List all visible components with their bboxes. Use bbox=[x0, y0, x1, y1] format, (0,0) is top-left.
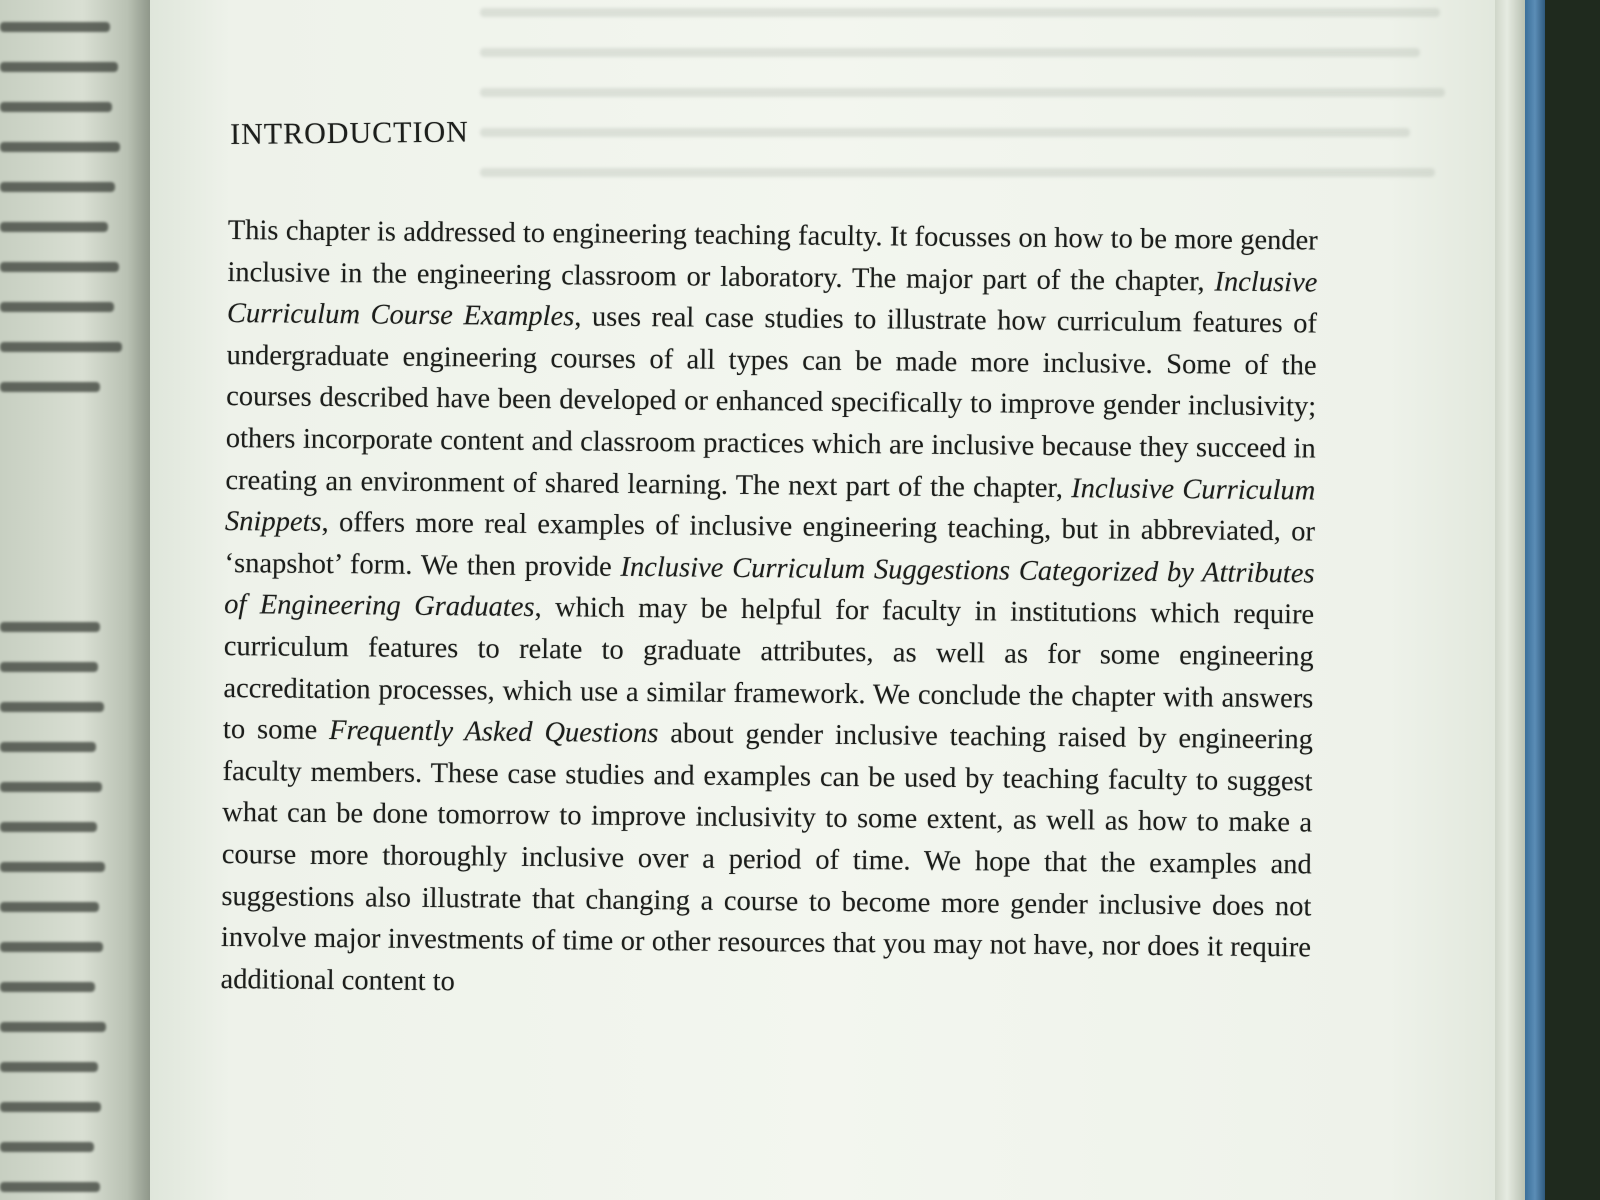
paragraph-text: , uses real case studies to illustrate how curriculum features of undergraduate engineering courses of all types can be made more inclusive. Some of the courses described have been developed or enhanced specifically to improve gender inclusivity; others incorporate content and classroom practices which are inclusive because they succeed in creating an environment of shared learning. The next part of the chapter, bbox=[225, 301, 1318, 504]
left-page-text-line bbox=[0, 62, 118, 72]
left-page-text-line bbox=[0, 102, 112, 112]
paragraph-text: , which may be helpful for faculty in institutions which require curriculum features to relate to graduate attributes, as well as for some engineering accreditation processes, which use a similar framework. We conclude the chapter with answers to some bbox=[222, 592, 1315, 747]
left-page-text-line bbox=[0, 742, 96, 752]
left-page-text-line bbox=[0, 862, 105, 872]
show-through-line bbox=[480, 48, 1420, 57]
italic-title: Inclusive Curriculum Snippets bbox=[224, 472, 1316, 539]
left-page bbox=[0, 0, 150, 1200]
show-through-line bbox=[480, 168, 1435, 177]
left-page-text-line bbox=[0, 702, 104, 712]
book-cover-edge bbox=[1525, 0, 1545, 1200]
left-page-text-line bbox=[0, 902, 99, 912]
page-edge bbox=[1495, 0, 1525, 1200]
left-page-text-line bbox=[0, 1182, 100, 1192]
body-paragraph bbox=[220, 210, 1318, 1011]
left-page-text-line bbox=[0, 662, 98, 672]
show-through-line bbox=[480, 8, 1440, 17]
left-page-text-line bbox=[0, 22, 110, 32]
left-page-text-line bbox=[0, 982, 95, 992]
left-page-text-line bbox=[0, 1062, 98, 1072]
left-page-text-line bbox=[0, 1102, 101, 1112]
show-through-text bbox=[480, 0, 1480, 220]
left-page-text-line bbox=[0, 262, 119, 272]
left-page-text-line bbox=[0, 142, 120, 152]
italic-title: Inclusive Curriculum Suggestions Categorized by Attributes of Engineering Graduates bbox=[224, 551, 1315, 624]
left-page-text-line bbox=[0, 182, 115, 192]
left-page-text-line bbox=[0, 222, 108, 232]
left-page-text-line bbox=[0, 782, 102, 792]
paragraph-text: , offers more real examples of inclusive engineering teaching, but in abbreviated, or ‘snapshot’ form. We then provide bbox=[224, 507, 1316, 583]
left-page-text-line bbox=[0, 1022, 106, 1032]
show-through-line bbox=[480, 128, 1410, 137]
italic-title: Inclusive Curriculum Course Examples bbox=[226, 266, 1318, 333]
paragraph-text: about gender inclusive teaching raised by engineering faculty members. These case studies and examples can be used by teaching faculty to suggest what can be done tomorrow to improve inclusivity to some extent, as well as how to make a course more thoroughly inclusive over a period of time. We hope that the examples and suggestions also illustrate that changing a course to become more gender inclusive does not involve major investments of time or other resources that you may not have, nor does it require additional content to bbox=[220, 718, 1314, 997]
left-page-text-line bbox=[0, 1142, 94, 1152]
left-page-text-line bbox=[0, 302, 114, 312]
left-page-text-line bbox=[0, 382, 100, 392]
show-through-line bbox=[480, 88, 1445, 97]
paragraph-text: This chapter is addressed to engineering teaching faculty. It focusses on how to be more gender inclusive in the engineering classroom or laboratory. The major part of the chapter, bbox=[227, 214, 1318, 298]
background bbox=[1545, 0, 1600, 1200]
left-page-text-line bbox=[0, 942, 103, 952]
left-page-text-line bbox=[0, 822, 97, 832]
section-heading: INTRODUCTION bbox=[230, 115, 469, 151]
italic-title: Frequently Asked Questions bbox=[328, 715, 659, 750]
left-page-text-line bbox=[0, 622, 100, 632]
left-page-text-line bbox=[0, 342, 122, 352]
